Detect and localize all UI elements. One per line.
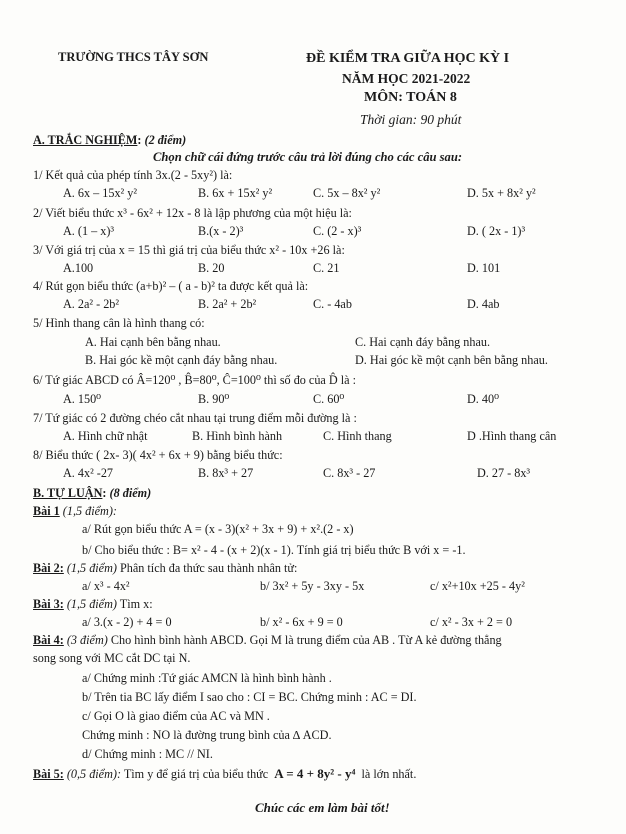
q2-option-b: B.(x - 2)³ [198,224,244,238]
section-a-instruction: Chọn chữ cái đứng trước câu trả lời đúng cho các câu sau: [153,150,463,164]
bai4-points: (3 điểm) [66,633,108,647]
bai4-text-line2: song song với MC cắt DC tại N. [33,651,191,665]
q2-option-a: A. (1 – x)³ [63,224,115,238]
bai3-text: Tìm x: [119,597,153,611]
bai2-part-c: c/ x²+10x +25 - 4y² [430,579,525,593]
bai4-label: Bài 4: [33,633,64,647]
section-b-heading: B. TỰ LUẬN: (8 điểm) [33,486,152,500]
question-2: 2/ Viết biểu thức x³ - 6x² + 12x - 8 là lập phương của một hiệu là: [33,206,352,220]
q5-option-a: A. Hai cạnh bên bằng nhau. [85,335,221,349]
bai2-heading [33,561,297,576]
question-5: 5/ Hình thang cân là hình thang có: [33,316,205,330]
question-7: 7/ Tứ giác có 2 đường chéo cắt nhau tại trung điểm mỗi đường là : [33,411,357,425]
bai1-part-a: a/ Rút gọn biểu thức A = (x - 3)(x² + 3x + 9) + x².(2 - x) [82,522,354,536]
q8-option-d: D. 27 - 8x³ [477,466,531,480]
q6-option-d: D. 40⁰ [467,392,499,406]
section-b-title: B. TỰ LUẬN [33,486,103,500]
q8-option-b: B. 8x³ + 27 [198,466,254,480]
bai5-line [33,766,416,782]
q4-option-c: C. - 4ab [313,297,352,311]
bai3-part-c: c/ x² - 3x + 2 = 0 [430,615,513,629]
section-a-heading: A. TRẮC NGHIỆM: (2 điểm) [33,133,187,147]
question-4: 4/ Rút gọn biểu thức (a+b)² – ( a - b)² ta được kết quả là: [33,279,309,293]
q3-option-b: B. 20 [198,261,225,275]
question-1: 1/ Kết quả của phép tính 3x.(2 - 5xy²) là: [33,168,233,182]
section-a-points: (2 điểm) [144,133,187,147]
bai2-part-b: b/ 3x² + 5y - 3xy - 5x [260,579,365,593]
bai4-part-c: c/ Gọi O là giao điểm của AC và MN . [82,709,270,723]
bai3-points: (1,5 điểm) [66,597,117,611]
q3-option-c: C. 21 [313,261,340,275]
q8-option-c: C. 8x³ - 27 [323,466,376,480]
q1-option-c: C. 5x – 8x² y² [313,186,381,200]
q5-option-d: D. Hai góc kề một cạnh bên bằng nhau. [355,353,548,367]
q4-option-a: A. 2a² - 2b² [63,297,120,311]
bai4-part-a: a/ Chứng minh :Tứ giác AMCN là hình bình hành . [82,671,332,685]
q7-option-a: A. Hình chữ nhật [63,429,148,443]
q6-option-a: A. 150⁰ [63,392,102,406]
bai1-label: Bài 1 [33,504,60,518]
bai4-text-line1: Cho hình bình hành ABCD. Gọi M là trung điểm của AB . Từ A kẻ đường thẳng [110,633,502,647]
bai5-points: (0,5 điểm): [66,767,122,781]
q1-option-a: A. 6x – 15x² y² [63,186,137,200]
section-a-title: A. TRẮC NGHIỆM [33,133,138,147]
q5-option-b: B. Hai góc kề một cạnh đáy bằng nhau. [85,353,278,367]
q7-option-d: D .Hình thang cân [467,429,557,443]
bai2-part-a: a/ x³ - 4x² [82,579,130,593]
q5-option-c: C. Hai cạnh đáy bằng nhau. [355,335,491,349]
bai5-tail: là lớn nhất. [361,767,417,781]
bai4-part-b: b/ Trên tia BC lấy điểm I sao cho : CI = BC. Chứng minh : AC = DI. [82,690,417,704]
q4-option-b: B. 2a² + 2b² [198,297,257,311]
q1-option-b: B. 6x + 15x² y² [198,186,273,200]
bai3-heading [33,597,153,612]
question-3: 3/ Với giá trị của x = 15 thì giá trị của biểu thức x² - 10x +26 là: [33,243,345,257]
bai3-label: Bài 3: [33,597,64,611]
bai4-part-d: d/ Chứng minh : MC // NI. [82,747,213,761]
bai2-label: Bài 2: [33,561,64,575]
bai4-heading [33,633,502,648]
school-year: NĂM HỌC 2021-2022 [342,71,471,86]
q6-option-b: B. 90⁰ [198,392,230,406]
q4-option-d: D. 4ab [467,297,500,311]
school-name: TRƯỜNG THCS TÂY SƠN [58,50,209,64]
exam-title: ĐỀ KIỂM TRA GIỮA HỌC KỲ I [306,51,510,66]
bai2-text: Phân tích đa thức sau thành nhân tử: [120,561,298,575]
q2-option-d: D. ( 2x - 1)³ [467,224,526,238]
bai4-part-c2: Chứng minh : NO là đường trung bình của ∆ ACD. [82,728,332,742]
q7-option-c: C. Hình thang [323,429,392,443]
question-8: 8/ Biểu thức ( 2x- 3)( 4x² + 6x + 9) bằng biểu thức: [33,448,283,462]
bai1-points: (1,5 điểm): [62,504,117,518]
bai1-part-b: b/ Cho biểu thức : B= x² - 4 - (x + 2)(x - 1). Tính giá trị biểu thức B với x = -1. [82,543,466,557]
q6-option-c: C. 60⁰ [313,392,345,406]
q7-option-b: B. Hình bình hành [192,429,283,443]
q3-option-d: D. 101 [467,261,501,275]
bai1-heading [33,504,117,519]
subject: MÔN: TOÁN 8 [364,90,457,105]
question-6: 6/ Tứ giác ABCD có Â=120⁰ , B̂=80⁰, Ĉ=100⁰ thì số đo của D̂ là : [33,373,356,387]
bai5-label: Bài 5: [33,767,64,781]
q1-option-d: D. 5x + 8x² y² [467,186,536,200]
q3-option-a: A.100 [63,261,94,275]
bai5-text: Tìm y để giá trị của biểu thức [123,767,269,781]
bai3-part-b: b/ x² - 6x + 9 = 0 [260,615,343,629]
bai3-part-a: a/ 3.(x - 2) + 4 = 0 [82,615,172,629]
closing-message: Chúc các em làm bài tốt! [255,800,390,815]
bai2-points: (1,5 điểm) [66,561,117,575]
exam-time: Thời gian: 90 phút [360,112,462,127]
q8-option-a: A. 4x² -27 [63,466,114,480]
bai5-expression: A = 4 + 8y² - y⁴ [274,766,356,781]
section-b-points: (8 điểm) [109,486,152,500]
q2-option-c: C. (2 - x)³ [313,224,362,238]
